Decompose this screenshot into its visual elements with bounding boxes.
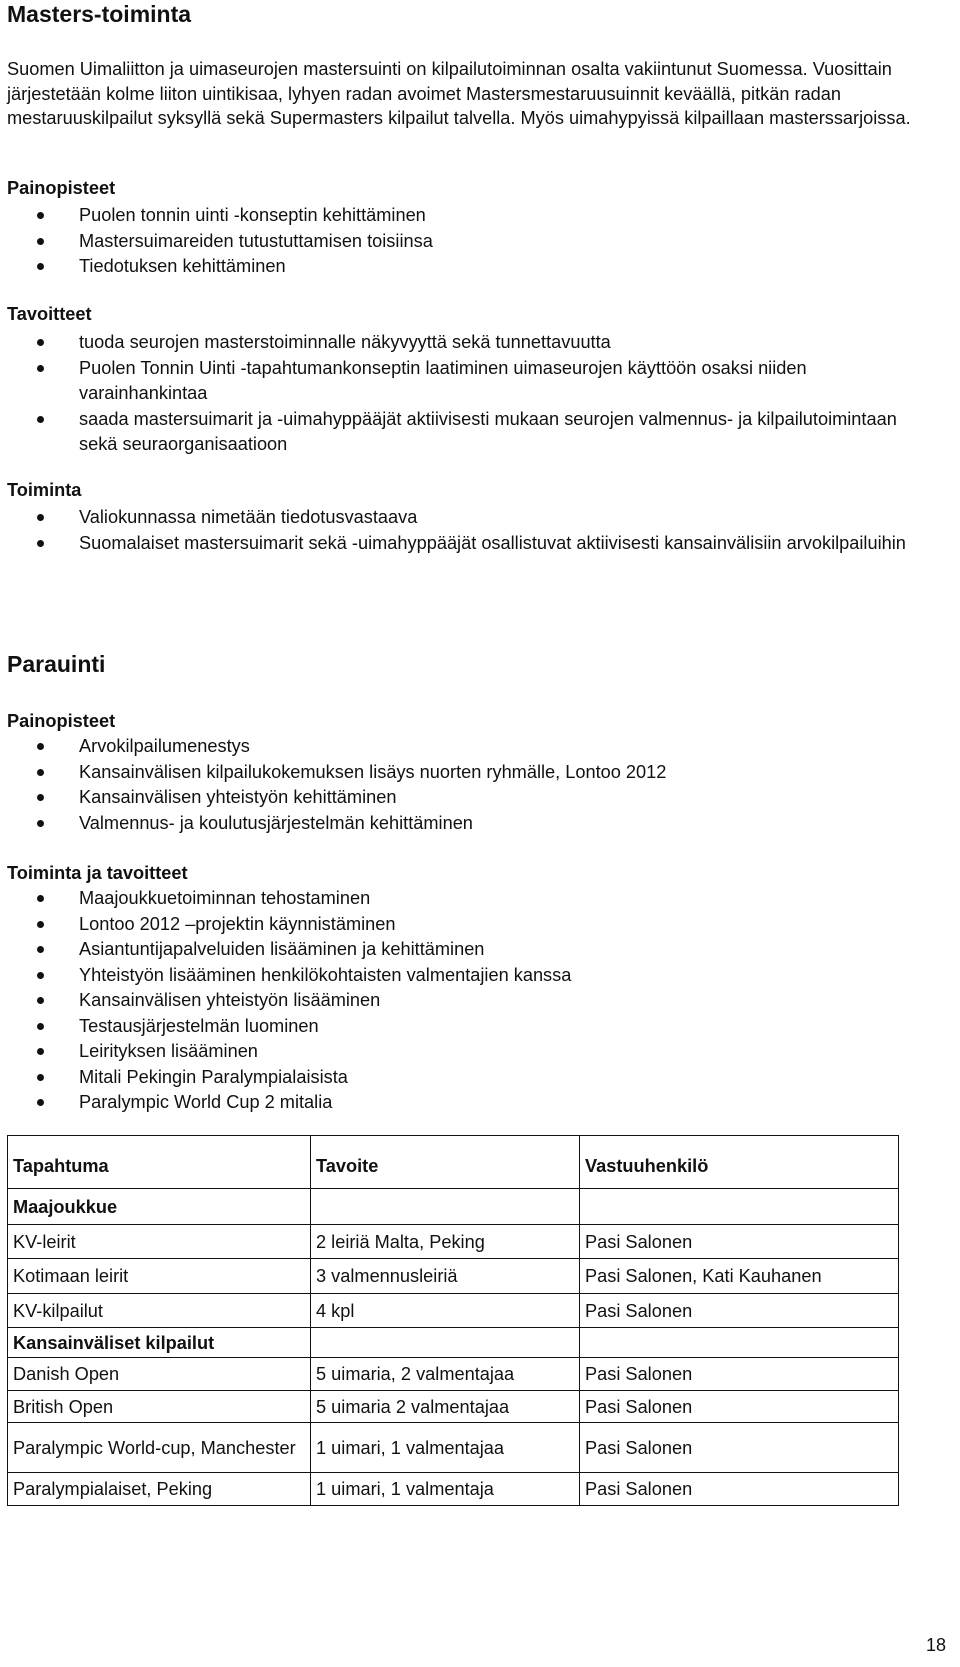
list-item: Kansainvälisen kilpailukokemuksen lisäys nuorten ryhmälle, Lontoo 2012 [7,760,937,786]
table-cell: Maajoukkue [8,1189,311,1225]
table-cell: British Open [8,1391,311,1423]
table-cell: Pasi Salonen [580,1294,899,1328]
table-cell: Pasi Salonen [580,1225,899,1259]
table-cell: Pasi Salonen, Kati Kauhanen [580,1259,899,1294]
bullet-icon [37,743,44,750]
bullet-icon [37,514,44,521]
bullet-icon [37,769,44,776]
table-cell: Paralympic World-cup, Manchester [8,1423,311,1473]
list-item: Yhteistyön lisääminen henkilökohtaisten valmentajien kanssa [7,963,937,989]
table-cell [311,1328,580,1358]
parauinti-toiminta-list [7,886,937,1116]
list-item: Puolen Tonnin Uinti -tapahtumankonseptin laatiminen uimaseurojen käyttöön osaksi niiden varainhankintaa [7,356,937,407]
bullet-icon [37,1099,44,1106]
bullet-icon [37,339,44,346]
table-cell: KV-leirit [8,1225,311,1259]
list-item: Lontoo 2012 –projektin käynnistäminen [7,912,937,938]
table-row [8,1473,899,1506]
list-item: Testausjärjestelmän luominen [7,1014,937,1040]
masters-title: Masters-toiminta [7,1,192,27]
table-cell: 1 uimari, 1 valmentajaa [311,1423,580,1473]
event-table [7,1135,899,1506]
table-row [8,1391,899,1423]
masters-painopisteet-list [7,203,937,280]
table-header-cell: Vastuuhenkilö [580,1136,899,1189]
bullet-icon [37,820,44,827]
masters-painopisteet-heading: Painopisteet [7,178,116,198]
table-cell: 2 leiriä Malta, Peking [311,1225,580,1259]
table-row [8,1259,899,1294]
table-cell [580,1189,899,1225]
bullet-icon [37,212,44,219]
list-item: Mastersuimareiden tutustuttamisen toisiinsa [7,229,937,255]
table-cell: Pasi Salonen [580,1391,899,1423]
list-item: Suomalaiset mastersuimarit sekä -uimahyppääjät osallistuvat aktiivisesti kansainvälisiin arvokilpailuihin [7,531,937,557]
table-cell [580,1328,899,1358]
list-item: Arvokilpailumenestys [7,734,937,760]
list-item: Tiedotuksen kehittäminen [7,254,937,280]
list-item: Maajoukkuetoiminnan tehostaminen [7,886,937,912]
parauinti-painopisteet-list [7,734,937,836]
bullet-icon [37,1023,44,1030]
bullet-icon [37,794,44,801]
masters-intro: Suomen Uimaliitton ja uimaseurojen mastersuinti on kilpailutoiminnan osalta vakiintunut Suomessa. Vuosittain järjestetään kolme liiton uintikisaa, lyhyen radan avoimet Mastersmestaruusuinnit keväällä, pitkän radan mestaruuskilpailut syksyllä sekä Supermasters kilpailut talvella. Myös uimahypyissä kilpaillaan masterssarjoissa. [7,59,911,128]
table-header-cell: Tavoite [311,1136,580,1189]
table-cell: Kansainväliset kilpailut [8,1328,311,1358]
table-row [8,1189,899,1225]
table-row [8,1358,899,1391]
bullet-icon [37,895,44,902]
list-item: Mitali Pekingin Paralympialaisista [7,1065,937,1091]
list-item: Asiantuntijapalveluiden lisääminen ja kehittäminen [7,937,937,963]
parauinti-title: Parauinti [7,651,106,677]
bullet-icon [37,365,44,372]
masters-toiminta-list [7,505,937,556]
page-number: 18 [925,1635,946,1655]
bullet-icon [37,238,44,245]
bullet-icon [37,1048,44,1055]
bullet-icon [37,921,44,928]
bullet-icon [37,946,44,953]
table-cell: 4 kpl [311,1294,580,1328]
bullet-icon [37,1074,44,1081]
parauinti-painopisteet-heading: Painopisteet [7,711,116,731]
bullet-icon [37,997,44,1004]
table-cell: Danish Open [8,1358,311,1391]
table-cell: 5 uimaria, 2 valmentajaa [311,1358,580,1391]
bullet-icon [37,972,44,979]
table-row [8,1225,899,1259]
table-row [8,1328,899,1358]
list-item: Valmennus- ja koulutusjärjestelmän kehittäminen [7,811,937,837]
list-item: Leirityksen lisääminen [7,1039,937,1065]
list-item: Paralympic World Cup 2 mitalia [7,1090,937,1116]
masters-tavoitteet-list [7,330,937,458]
table-cell: Pasi Salonen [580,1423,899,1473]
table-cell: 5 uimaria 2 valmentajaa [311,1391,580,1423]
masters-toiminta-heading: Toiminta [7,480,82,500]
bullet-icon [37,416,44,423]
list-item: Kansainvälisen yhteistyön kehittäminen [7,785,937,811]
list-item: Puolen tonnin uinti -konseptin kehittäminen [7,203,937,229]
table-cell: 1 uimari, 1 valmentaja [311,1473,580,1506]
parauinti-toiminta-heading: Toiminta ja tavoitteet [7,863,188,883]
bullet-icon [37,263,44,270]
table-cell: KV-kilpailut [8,1294,311,1328]
table-cell: Pasi Salonen [580,1473,899,1506]
table-cell: Pasi Salonen [580,1358,899,1391]
table-cell: Paralympialaiset, Peking [8,1473,311,1506]
masters-tavoitteet-heading: Tavoitteet [7,304,92,324]
list-item: tuoda seurojen masterstoiminnalle näkyvyyttä sekä tunnettavuutta [7,330,937,356]
table-cell [311,1189,580,1225]
table-header-cell: Tapahtuma [8,1136,311,1189]
list-item: Kansainvälisen yhteistyön lisääminen [7,988,937,1014]
table-header-row [8,1136,899,1189]
list-item: Valiokunnassa nimetään tiedotusvastaava [7,505,937,531]
list-item: saada mastersuimarit ja -uimahyppääjät aktiivisesti mukaan seurojen valmennus- ja kilpailutoimintaan sekä seuraorganisaatioon [7,407,937,458]
table-row [8,1294,899,1328]
table-cell: 3 valmennusleiriä [311,1259,580,1294]
bullet-icon [37,540,44,547]
table-cell: Kotimaan leirit [8,1259,311,1294]
table-row [8,1423,899,1473]
